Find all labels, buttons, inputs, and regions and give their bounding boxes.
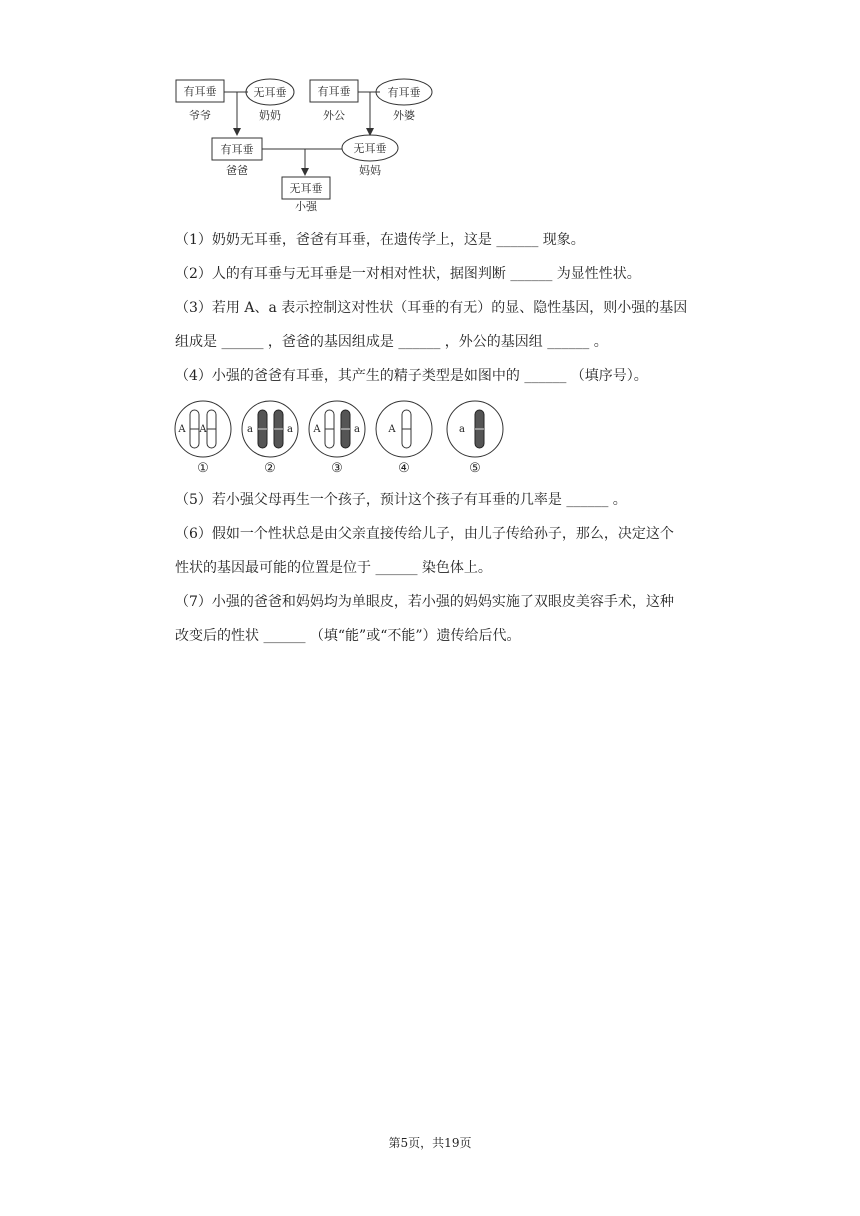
arrow-head — [233, 128, 241, 136]
question-2: （2）人的有耳垂与无耳垂是一对相对性状，据图判断 ______ 为显性性状。 — [175, 266, 641, 282]
cell-diagram — [170, 400, 510, 475]
gene-label: a — [459, 424, 465, 435]
father-trait: 有耳垂 — [220, 143, 254, 156]
child-label: 小强 — [295, 200, 317, 212]
maternal-grandma-trait: 有耳垂 — [387, 86, 421, 99]
grandpa-trait: 有耳垂 — [183, 85, 217, 98]
cell-number: ② — [264, 461, 276, 475]
arrow-head — [301, 168, 309, 176]
question-1: （1）奶奶无耳垂，爸爸有耳垂，在遗传学上，这是 ______ 现象。 — [175, 232, 585, 248]
question-5: （5）若小强父母再生一个孩子，预计这个孩子有耳垂的几率是 ______ 。 — [175, 492, 627, 508]
gene-label: a — [354, 424, 360, 435]
maternal-grandpa-label: 外公 — [323, 109, 345, 122]
question-7-line-2: 改变后的性状 ______ （填“能”或“不能”）遗传给后代。 — [175, 628, 521, 644]
cell-3 — [309, 401, 365, 475]
question-6-line-1: （6）假如一个性状总是由父亲直接传给儿子，由儿子传给孙子，那么，决定这个 — [175, 526, 674, 542]
cell-number: ③ — [331, 461, 343, 475]
mother-label: 妈妈 — [359, 164, 381, 177]
gene-label: A — [199, 424, 207, 435]
cell-5 — [447, 401, 503, 475]
gene-label: A — [313, 424, 321, 435]
child-trait: 无耳垂 — [289, 182, 323, 195]
father-label: 爸爸 — [226, 164, 248, 177]
grandma-trait: 无耳垂 — [253, 86, 287, 99]
maternal-grandpa-trait: 有耳垂 — [317, 85, 351, 98]
cell-number: ⑤ — [469, 461, 481, 475]
maternal-grandma-label: 外婆 — [393, 109, 415, 122]
mother-trait: 无耳垂 — [353, 142, 387, 155]
pedigree-diagram — [170, 72, 450, 212]
gene-label: a — [247, 424, 253, 435]
question-6-line-2: 性状的基因最可能的位置是位于 ______ 染色体上。 — [175, 560, 492, 576]
cell-2 — [242, 401, 298, 475]
grandma-label: 奶奶 — [259, 109, 281, 122]
gene-label: a — [287, 424, 293, 435]
question-4: （4）小强的爸爸有耳垂，其产生的精子类型是如图中的 ______ （填序号）。 — [175, 368, 648, 384]
question-3-line-2: 组成是 ______ ，爸爸的基因组成是 ______ ，外公的基因组 ______ 。 — [175, 334, 608, 350]
question-7-line-1: （7）小强的爸爸和妈妈均为单眼皮，若小强的妈妈实施了双眼皮美容手术，这种 — [175, 594, 674, 610]
cell-number: ① — [197, 461, 209, 475]
grandpa-label: 爷爷 — [189, 109, 211, 122]
question-3-line-1: （3）若用 A、a 表示控制这对性状（耳垂的有无）的显、隐性基因，则小强的基因 — [175, 300, 688, 316]
cell-number: ④ — [398, 461, 410, 475]
gene-label: A — [388, 424, 396, 435]
cell-4 — [376, 401, 432, 475]
cell-1 — [175, 401, 231, 475]
page-footer: 第5页，共19页 — [388, 1136, 472, 1150]
gene-label: A — [178, 424, 186, 435]
